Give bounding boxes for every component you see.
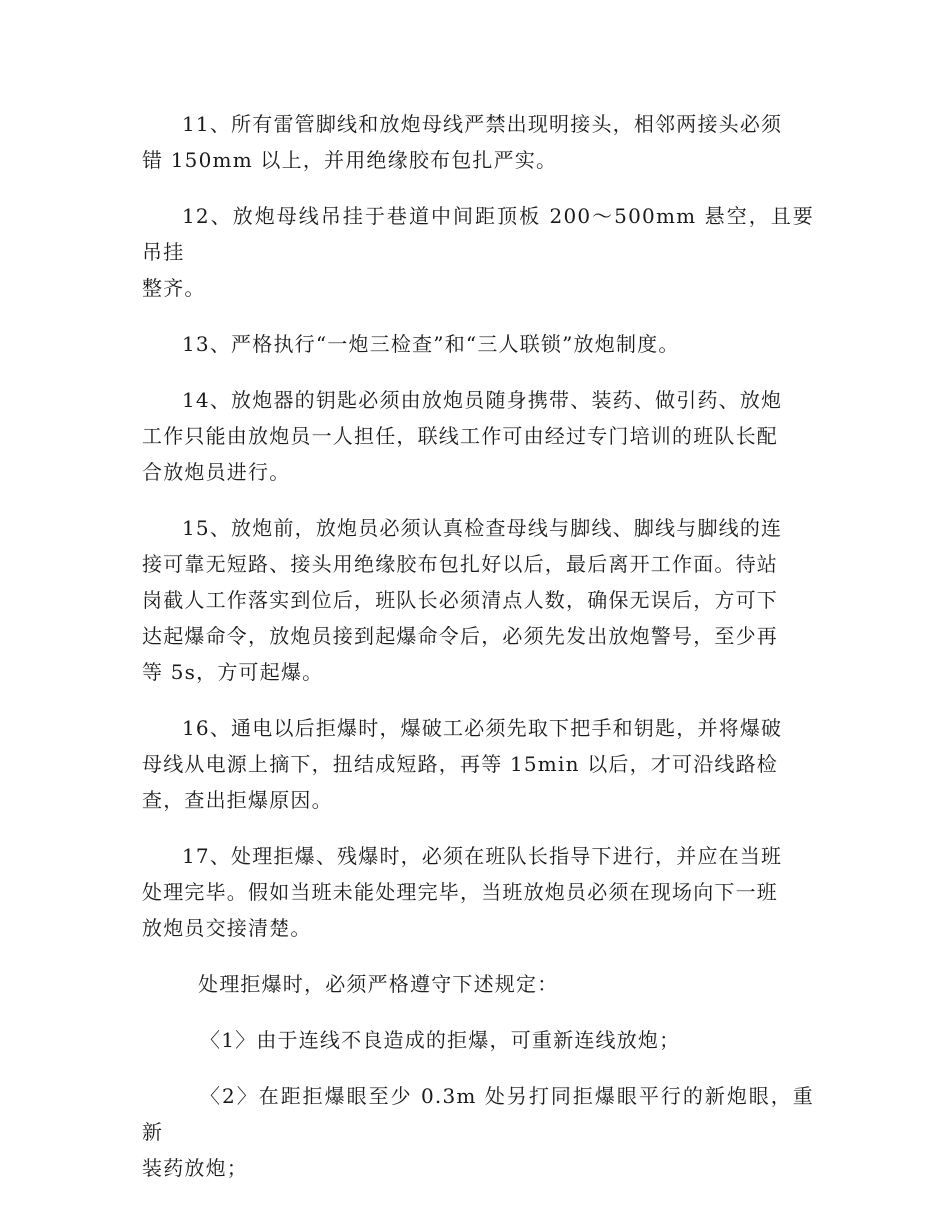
paragraph-line: 13、严格执行“一炮三检查”和“三人联锁”放炮制度。	[182, 332, 680, 356]
paragraph-line: 14、放炮器的钥匙必须由放炮员随身携带、装药、做引药、放炮	[182, 388, 783, 412]
paragraph-line: 处理完毕。假如当班未能处理完毕，当班放炮员必须在现场向下一班	[142, 880, 778, 904]
paragraph-line: 15、放炮前，放炮员必须认真检查母线与脚线、脚线与脚线的连	[182, 516, 783, 540]
paragraph-line: 等 5s，方可起爆。	[142, 660, 324, 684]
paragraph-16	[142, 710, 814, 818]
paragraph-line: 整齐。	[142, 276, 206, 300]
paragraph-12	[142, 198, 814, 306]
paragraph-14	[142, 382, 814, 490]
paragraph-line: 达起爆命令，放炮员接到起爆命令后，必须先发出放炮警号，至少再	[142, 624, 778, 648]
paragraph-17	[142, 838, 814, 946]
paragraph-line: 处理拒爆时，必须严格遵守下述规定：	[198, 972, 559, 996]
paragraph-line: 装药放炮；	[142, 1156, 248, 1180]
paragraph-line: 岗截人工作落实到位后，班队长必须清点人数，确保无误后，方可下	[142, 588, 778, 612]
document-body	[142, 106, 814, 1206]
paragraph-line: 母线从电源上摘下，扭结成短路，再等 15min 以后，才可沿线路检	[142, 752, 779, 776]
paragraph-rule-intro	[142, 966, 814, 1002]
paragraph-line: 接可靠无短路、接头用绝缘胶布包扎好以后，最后离开工作面。待站	[142, 552, 778, 576]
paragraph-line: 〈1〉由于连线不良造成的拒爆，可重新连线放炮；	[200, 1028, 681, 1052]
paragraph-line: 17、处理拒爆、残爆时，必须在班队长指导下进行，并应在当班	[182, 844, 783, 868]
paragraph-13	[142, 326, 814, 362]
paragraph-rule-1	[142, 1022, 814, 1058]
paragraph-line: 16、通电以后拒爆时，爆破工必须先取下把手和钥匙，并将爆破	[182, 716, 783, 740]
paragraph-line: 11、所有雷管脚线和放炮母线严禁出现明接头，相邻两接头必须	[182, 112, 783, 136]
paragraph-11	[142, 106, 814, 178]
paragraph-15	[142, 510, 814, 690]
paragraph-rule-2	[142, 1078, 814, 1186]
paragraph-line: 错 150mm 以上，并用绝缘胶布包扎严实。	[142, 148, 558, 172]
paragraph-line: 放炮员交接清楚。	[142, 916, 312, 940]
paragraph-line: 工作只能由放炮员一人担任，联线工作可由经过专门培训的班队长配	[142, 424, 778, 448]
paragraph-line: 合放炮员进行。	[142, 460, 291, 484]
paragraph-line: 〈2〉在距拒爆眼至少 0.3m 处另打同拒爆眼平行的新炮眼，重新	[142, 1084, 814, 1144]
paragraph-line: 12、放炮母线吊挂于巷道中间距顶板 200～500mm 悬空，且要吊挂	[142, 204, 814, 264]
paragraph-line: 查，查出拒爆原因。	[142, 788, 333, 812]
